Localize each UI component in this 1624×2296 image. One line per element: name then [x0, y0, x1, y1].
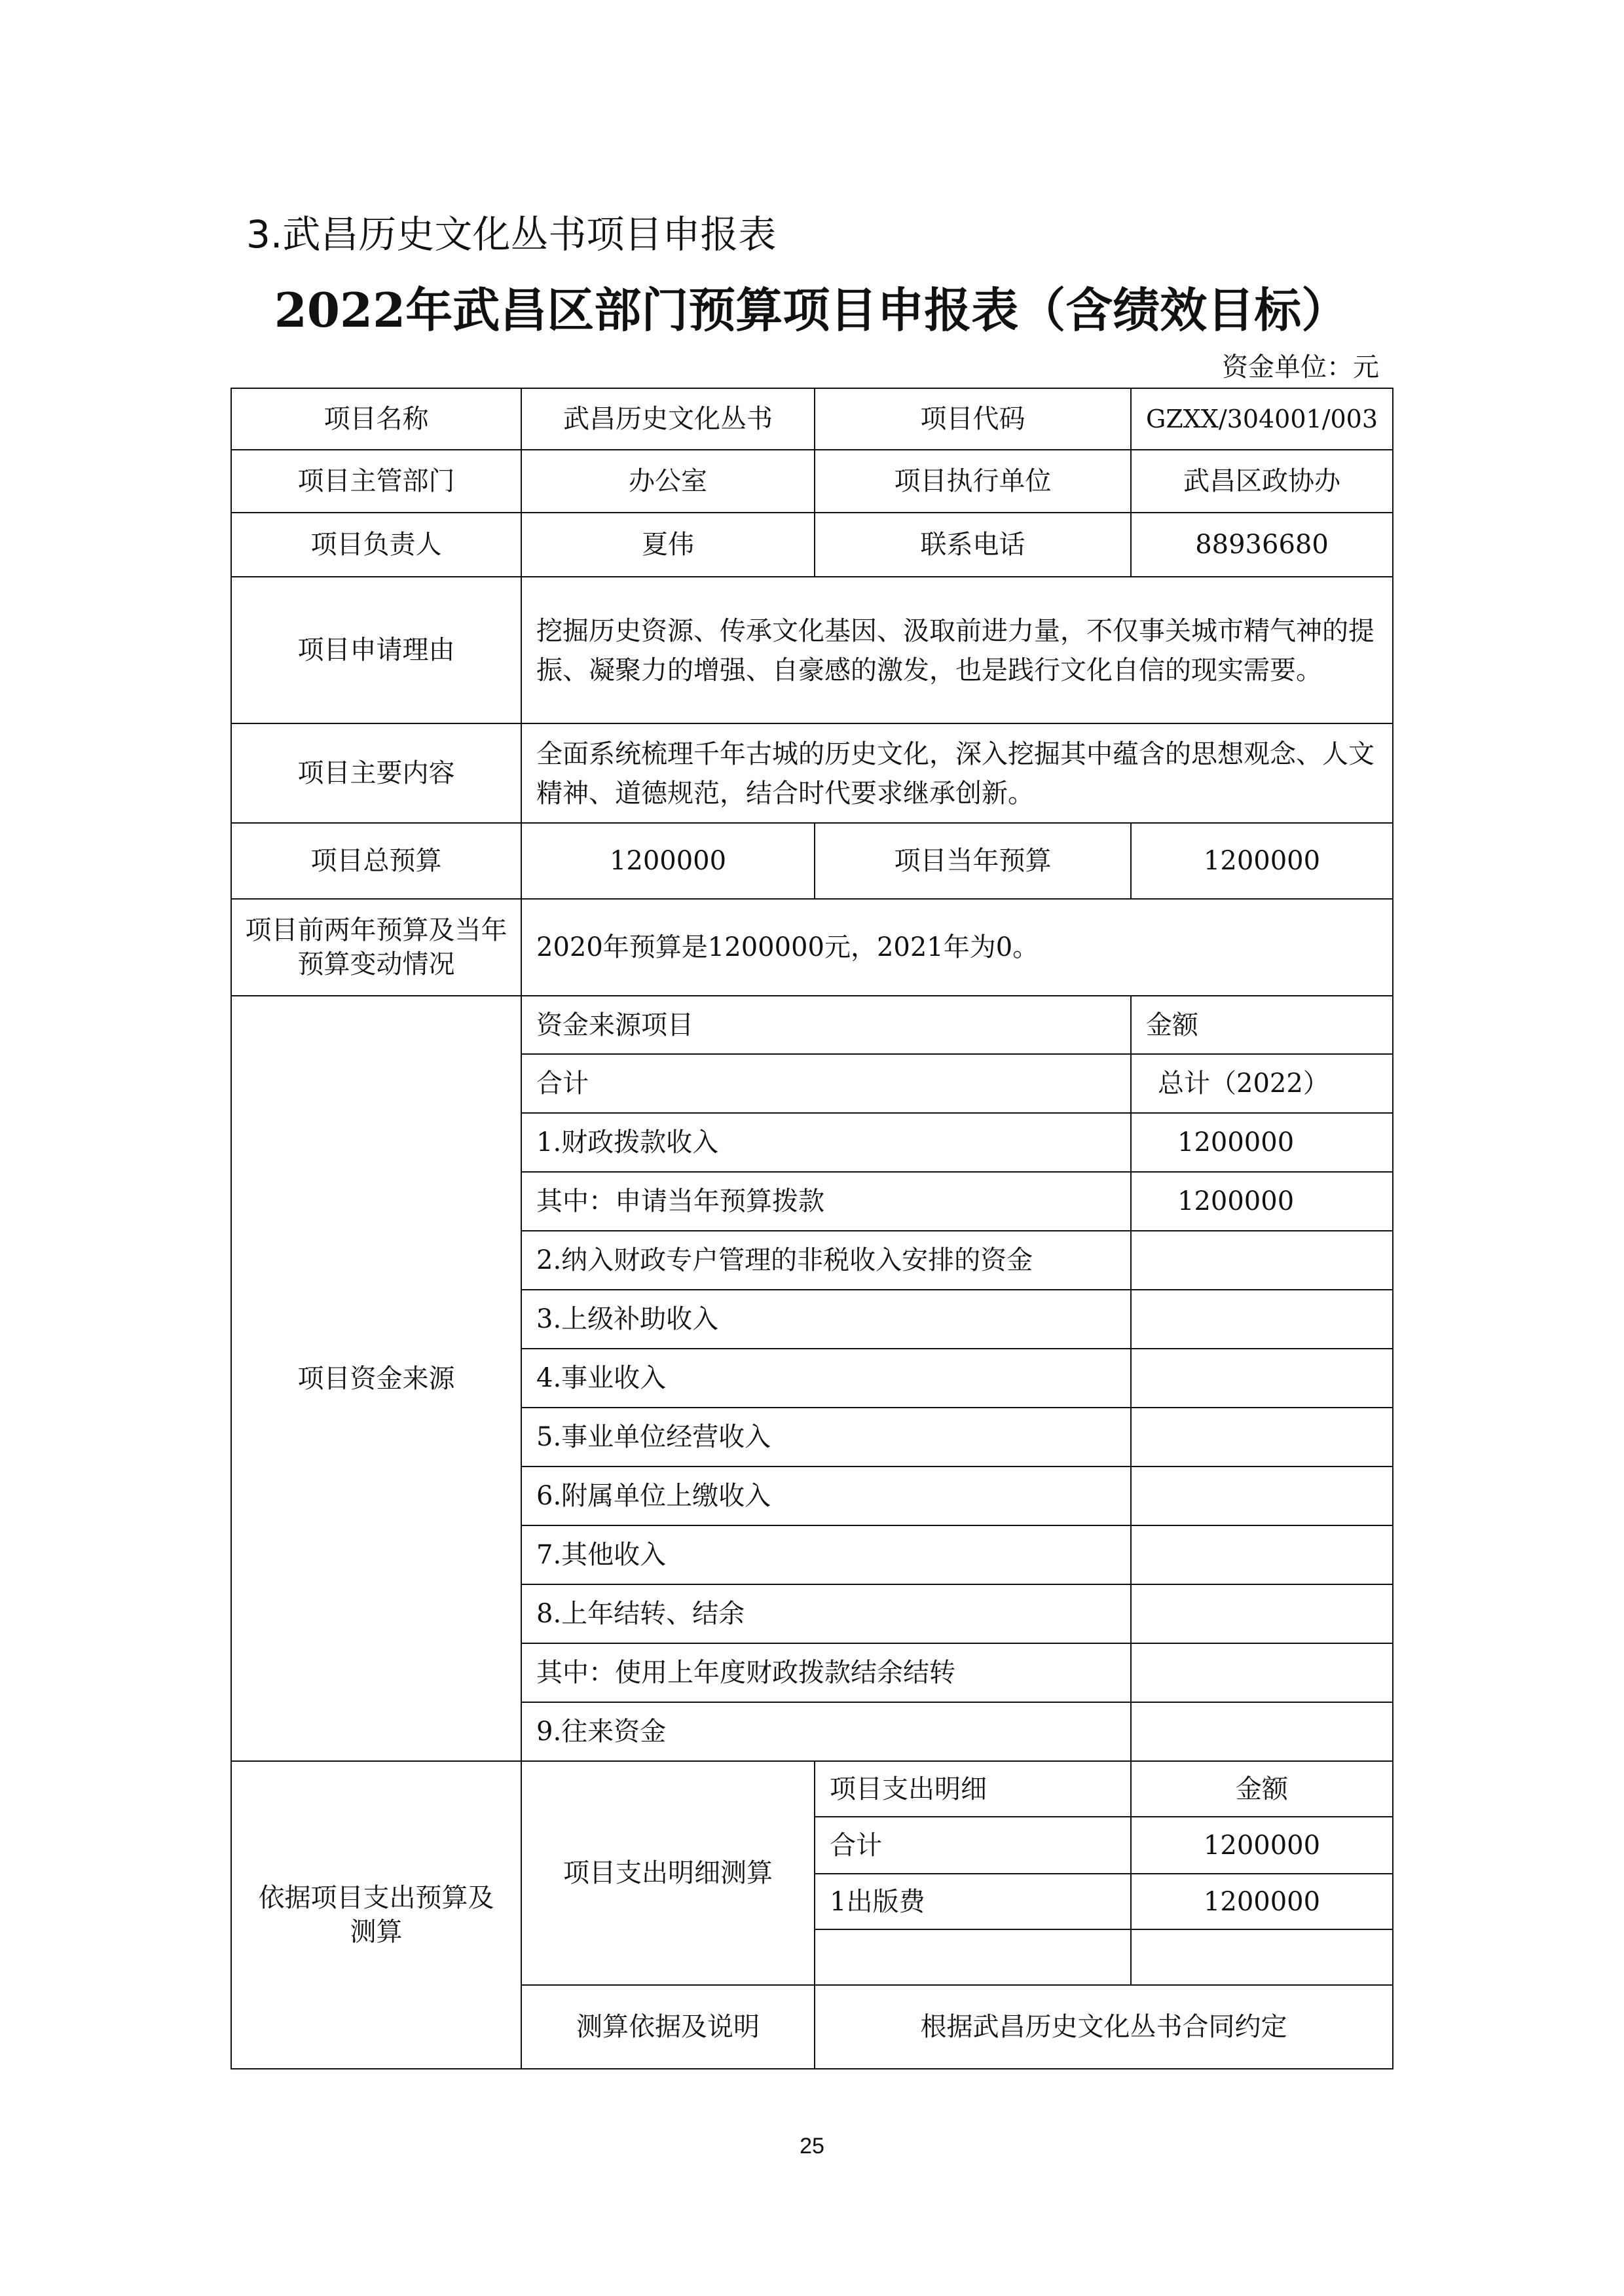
expense-amount: 1200000 — [1131, 1874, 1393, 1929]
project-name-value: 武昌历史文化丛书 — [521, 388, 815, 450]
contact-phone-value: 88936680 — [1131, 513, 1393, 577]
funding-amount — [1131, 1702, 1393, 1761]
expense-item: 1出版费 — [815, 1874, 1131, 1929]
table-row — [231, 450, 1393, 513]
funding-amount: 1200000 — [1131, 1172, 1393, 1231]
funding-source-label: 项目资金来源 — [231, 996, 521, 1761]
budget-change-label: 项目前两年预算及当年预算变动情况 — [231, 899, 521, 996]
application-reason-label: 项目申请理由 — [231, 577, 521, 723]
project-name-label: 项目名称 — [231, 388, 521, 450]
funding-amount — [1131, 1290, 1393, 1349]
current-year-budget-label: 项目当年预算 — [815, 823, 1131, 899]
funding-amount: 1200000 — [1131, 1113, 1393, 1172]
total-budget-label: 项目总预算 — [231, 823, 521, 899]
table-row — [231, 823, 1393, 899]
funding-item: 合计 — [521, 1054, 1131, 1113]
document-title: 2022年武昌区部门预算项目申报表（含绩效目标） — [274, 282, 1349, 338]
funding-amount-header: 金额 — [1131, 996, 1393, 1054]
section-heading: 3.武昌历史文化丛书项目申报表 — [246, 212, 777, 257]
supervising-dept-value: 办公室 — [521, 450, 815, 513]
expense-item-header: 项目支出明细 — [815, 1761, 1131, 1817]
unit-label: 资金单位：元 — [1222, 352, 1379, 382]
current-year-budget-value: 1200000 — [1131, 823, 1393, 899]
expense-amount — [1131, 1929, 1393, 1985]
funding-item: 7.其他收入 — [521, 1525, 1131, 1584]
funding-amount — [1131, 1231, 1393, 1290]
funding-amount: 总计（2022） — [1131, 1054, 1393, 1113]
main-content-value: 全面系统梳理千年古城的历史文化，深入挖掘其中蕴含的思想观念、人文精神、道德规范，结合时代要求继承创新。 — [521, 723, 1393, 823]
funding-item: 其中：使用上年度财政拨款结余结转 — [521, 1643, 1131, 1702]
contact-phone-label: 联系电话 — [815, 513, 1131, 577]
funding-item: 4.事业收入 — [521, 1349, 1131, 1408]
table-row — [231, 577, 1393, 723]
funding-item: 其中：申请当年预算拨款 — [521, 1172, 1131, 1231]
executing-unit-label: 项目执行单位 — [815, 450, 1131, 513]
funding-amount — [1131, 1584, 1393, 1643]
supervising-dept-label: 项目主管部门 — [231, 450, 521, 513]
calculation-basis-value: 根据武昌历史文化丛书合同约定 — [815, 1985, 1393, 2069]
expense-amount: 1200000 — [1131, 1817, 1393, 1874]
calculation-basis-label: 测算依据及说明 — [521, 1985, 815, 2069]
funding-amount — [1131, 1525, 1393, 1584]
expense-item — [815, 1929, 1131, 1985]
funding-item: 1.财政拨款收入 — [521, 1113, 1131, 1172]
funding-item: 5.事业单位经营收入 — [521, 1408, 1131, 1467]
table-row — [231, 388, 1393, 450]
funding-amount — [1131, 1408, 1393, 1467]
funding-amount — [1131, 1643, 1393, 1702]
application-reason-value: 挖掘历史资源、传承文化基因、汲取前进力量，不仅事关城市精气神的提振、凝聚力的增强、自豪感的激发，也是践行文化自信的现实需要。 — [521, 577, 1393, 723]
table-row — [231, 1761, 1393, 1817]
project-owner-value: 夏伟 — [521, 513, 815, 577]
table-row — [231, 996, 1393, 1054]
funding-item: 2.纳入财政专户管理的非税收入安排的资金 — [521, 1231, 1131, 1290]
expense-amount-header: 金额 — [1131, 1761, 1393, 1817]
page-number: 25 — [800, 2134, 824, 2159]
expense-item: 合计 — [815, 1817, 1131, 1874]
funding-item: 9.往来资金 — [521, 1702, 1131, 1761]
main-content-label: 项目主要内容 — [231, 723, 521, 823]
executing-unit-value: 武昌区政协办 — [1131, 450, 1393, 513]
project-owner-label: 项目负责人 — [231, 513, 521, 577]
expense-detail-label: 项目支出明细测算 — [521, 1761, 815, 1985]
funding-amount — [1131, 1467, 1393, 1525]
table-row — [231, 899, 1393, 996]
funding-item: 3.上级补助收入 — [521, 1290, 1131, 1349]
expense-basis-section-label: 依据项目支出预算及测算 — [231, 1761, 521, 2069]
total-budget-value: 1200000 — [521, 823, 815, 899]
budget-application-table — [231, 388, 1393, 2069]
funding-amount — [1131, 1349, 1393, 1408]
table-row — [231, 723, 1393, 823]
table-row — [231, 513, 1393, 577]
project-code-value: GZXX/304001/003 — [1131, 388, 1393, 450]
project-code-label: 项目代码 — [815, 388, 1131, 450]
funding-item: 8.上年结转、结余 — [521, 1584, 1131, 1643]
funding-item: 6.附属单位上缴收入 — [521, 1467, 1131, 1525]
budget-change-value: 2020年预算是1200000元，2021年为0。 — [521, 899, 1393, 996]
funding-item-header: 资金来源项目 — [521, 996, 1131, 1054]
